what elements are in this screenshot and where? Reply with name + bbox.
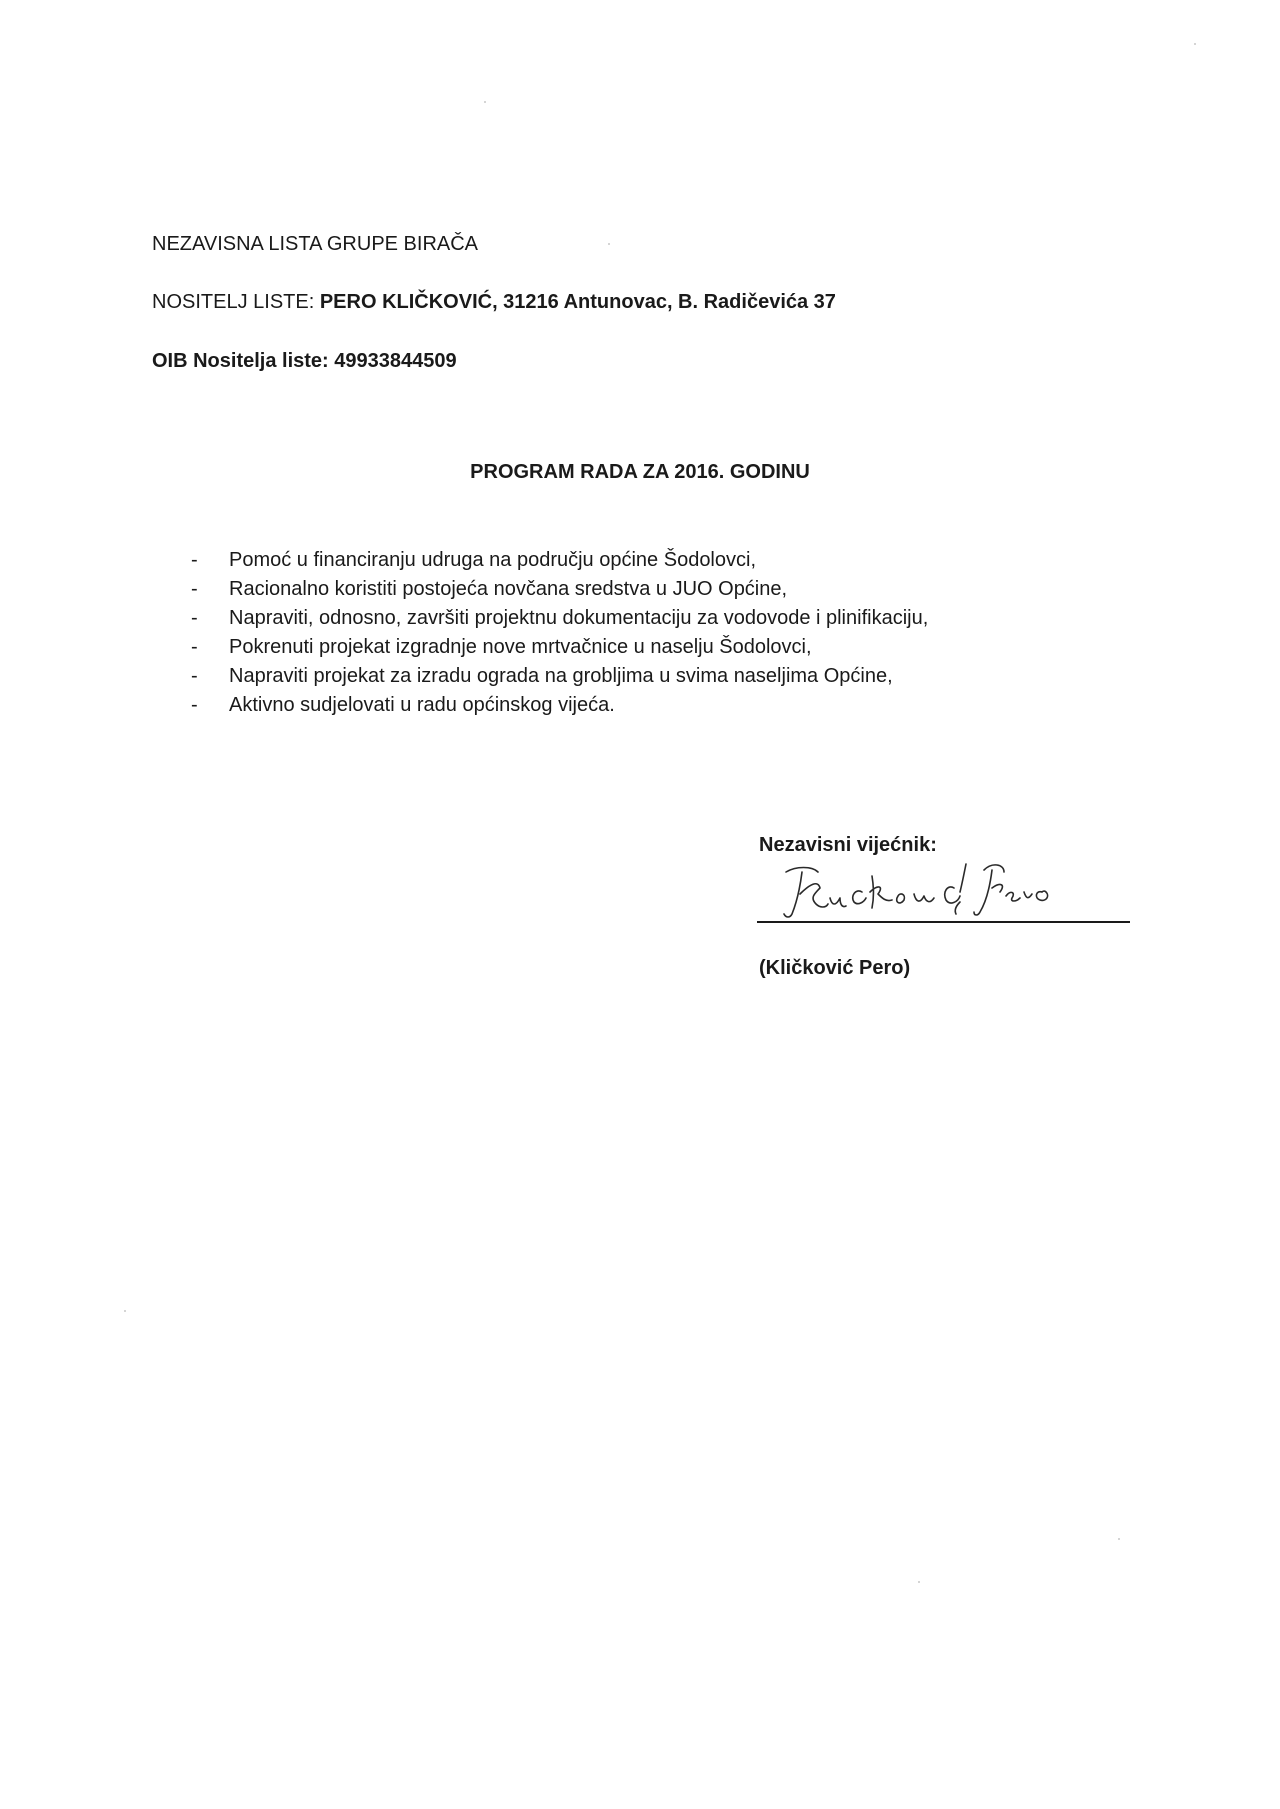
bullet-dash: - (191, 607, 198, 629)
bullet-dash: - (191, 578, 198, 600)
signatory-name: (Kličković Pero) (759, 957, 911, 979)
bullet-dash: - (191, 694, 198, 716)
list-item (187, 633, 928, 662)
program-list (187, 546, 928, 720)
bullet-dash: - (191, 636, 198, 658)
signature-line (757, 921, 1130, 923)
bullet-dash: - (191, 665, 198, 687)
list-name: NEZAVISNA LISTA GRUPE BIRAČA (152, 233, 479, 255)
list-item-text: Napraviti projekat za izradu ograda na grobljima u svima naseljima Općine, (229, 665, 893, 687)
list-item (187, 546, 928, 575)
scan-speck (124, 1310, 126, 1312)
list-item (187, 575, 928, 604)
scan-speck (1118, 1538, 1120, 1540)
signature-label: Nezavisni vijećnik: (759, 834, 937, 856)
scan-speck (918, 1581, 920, 1583)
scan-speck (484, 101, 486, 103)
list-item (187, 604, 928, 633)
scan-speck (608, 243, 610, 245)
list-item-text: Aktivno sudjelovati u radu općinskog vijeća. (229, 694, 615, 716)
list-holder-label: NOSITELJ LISTE: (152, 291, 315, 313)
list-item-text: Napraviti, odnosno, završiti projektnu dokumentaciju za vodovode i plinifikaciju, (229, 607, 929, 629)
list-holder-value: PERO KLIČKOVIĆ, 31216 Antunovac, B. Radičevića 37 (319, 291, 836, 313)
list-item (187, 662, 928, 691)
list-holder (152, 290, 836, 314)
handwritten-signature (770, 858, 1070, 924)
scan-speck (1194, 43, 1196, 45)
program-title: PROGRAM RADA ZA 2016. GODINU (470, 461, 810, 483)
list-item-text: Racionalno koristiti postojeća novčana sredstva u JUO Općine, (229, 578, 788, 600)
list-item (187, 691, 928, 720)
bullet-dash: - (191, 549, 198, 571)
list-item-text: Pokrenuti projekat izgradnje nove mrtvačnice u naselju Šodolovci, (229, 636, 812, 658)
holder-oib: OIB Nositelja liste: 49933844509 (152, 350, 457, 372)
list-item-text: Pomoć u financiranju udruga na području općine Šodolovci, (229, 549, 757, 571)
